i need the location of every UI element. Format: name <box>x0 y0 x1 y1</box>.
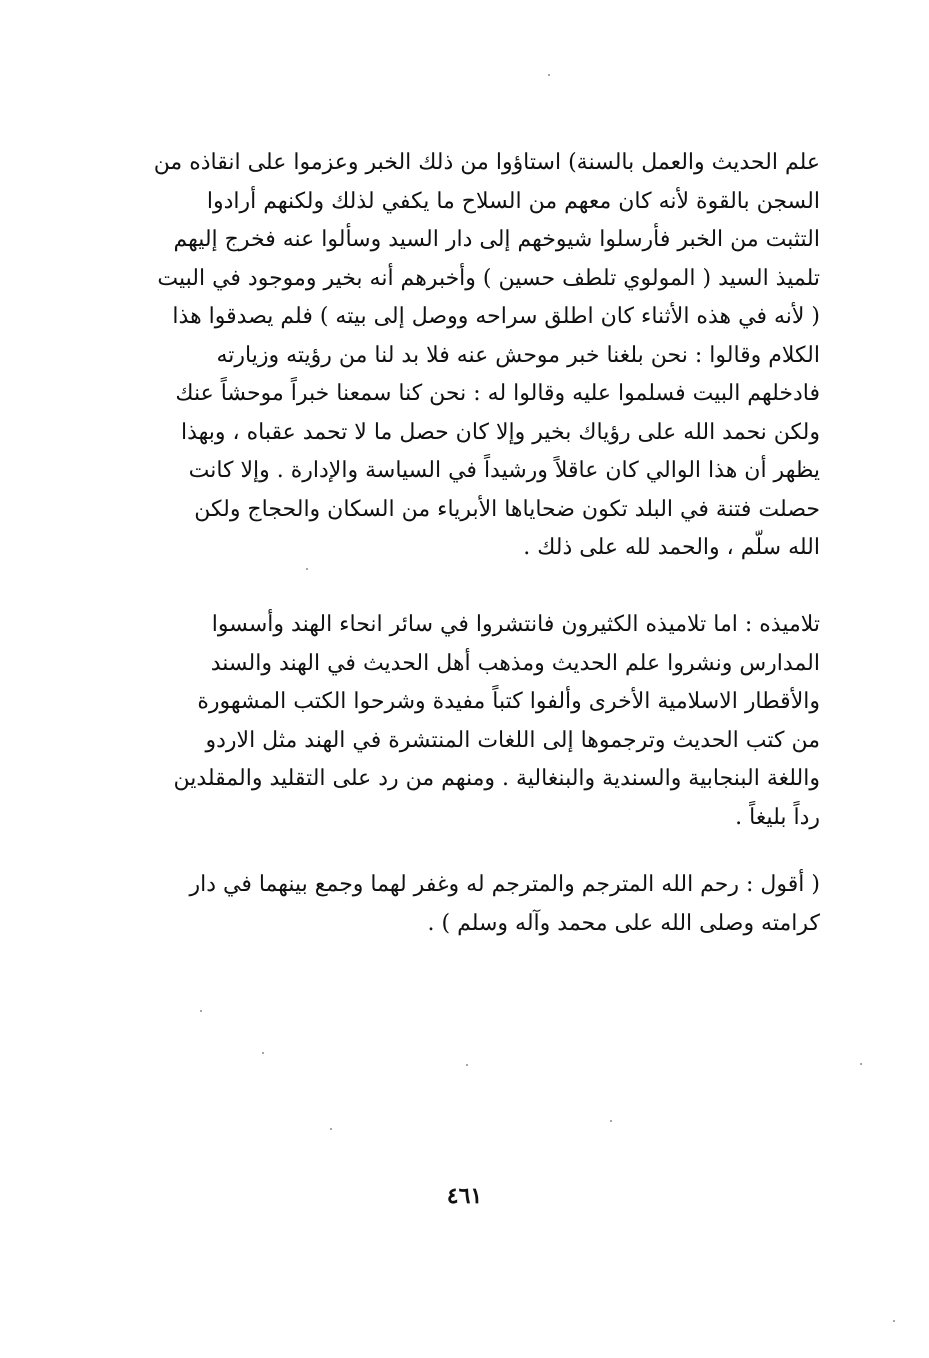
text-line: يظهر أن هذا الوالي كان عاقلاً ورشيداً في السياسة والإدارة . وإلا كانت <box>188 458 820 483</box>
text-line: تلاميذه : اما تلاميذه الكثيرون فانتشروا في سائر انحاء الهند وأسسوا <box>211 612 820 637</box>
scan-speck <box>306 568 308 570</box>
scan-speck <box>262 1052 264 1054</box>
text-line: المدارس ونشروا علم الحديث ومذهب أهل الحديث في الهند والسند <box>210 650 820 676</box>
paragraph-1 <box>120 144 820 568</box>
paragraph-2-students <box>120 606 820 837</box>
text-line: واللغة البنجابية والسندية والبنغالية . ومنهم من رد على التقليد والمقلدين <box>173 766 820 791</box>
scan-speck <box>466 1064 468 1066</box>
text-line: الكلام وقالوا : نحن بلغنا خبر موحش عنه فلا بد لنا من رؤيته وزيارته <box>216 342 820 368</box>
text-line: ( لأنه في هذه الأثناء كان اطلق سراحه ووصل إلى بيته ) فلم يصدقوا هذا <box>172 304 820 329</box>
text-line: فادخلهم البيت فسلموا عليه وقالوا له : نحن كنا سمعنا خبراً موحشاً عنك <box>175 381 820 406</box>
scan-speck <box>893 1320 895 1322</box>
text-line: ( أقول : رحم الله المترجم والمترجم له وغفر لهما وجمع بينهما في دار <box>189 872 820 897</box>
text-line: والأقطار الاسلامية الأخرى وألفوا كتباً مفيدة وشرحوا الكتب المشهورة <box>197 689 820 714</box>
page-number: ٤٦١ <box>446 1183 483 1209</box>
scan-speck <box>860 1063 862 1065</box>
text-line: تلميذ السيد ( المولوي تلطف حسين ) وأخبرهم أنه بخير وموجود في البيت <box>157 265 820 291</box>
text-line: الله سلّم ، والحمد لله على ذلك . <box>523 535 820 560</box>
text-line: كرامته وصلى الله على محمد وآله وسلم ) . <box>427 910 820 936</box>
text-line: من كتب الحديث وترجموها إلى اللغات المنتشرة في الهند مثل الاردو <box>205 727 820 753</box>
paragraph-3-closing <box>120 866 820 943</box>
scan-speck <box>610 1120 612 1122</box>
text-line: حصلت فتنة في البلد تكون ضحاياها الأبرياء من السكان والحجاج ولكن <box>194 496 820 522</box>
scan-speck <box>200 1010 202 1012</box>
scan-speck <box>548 74 550 76</box>
text-line: ولكن نحمد الله على رؤياك بخير وإلا كان حصل ما لا تحمد عقباه ، وبهذا <box>180 419 820 445</box>
text-line: السجن بالقوة لأنه كان معهم من السلاح ما يكفي لذلك ولكنهم أرادوا <box>206 188 820 214</box>
text-line: علم الحديث والعمل بالسنة) استاؤوا من ذلك الخبر وعزموا على انقاذه من <box>153 150 820 175</box>
text-line: التثبت من الخبر فأرسلوا شيوخهم إلى دار السيد وسألوا عنه فخرج إليهم <box>173 227 820 252</box>
scan-speck <box>330 1128 332 1130</box>
text-line: رداً بليغاً . <box>735 804 820 830</box>
